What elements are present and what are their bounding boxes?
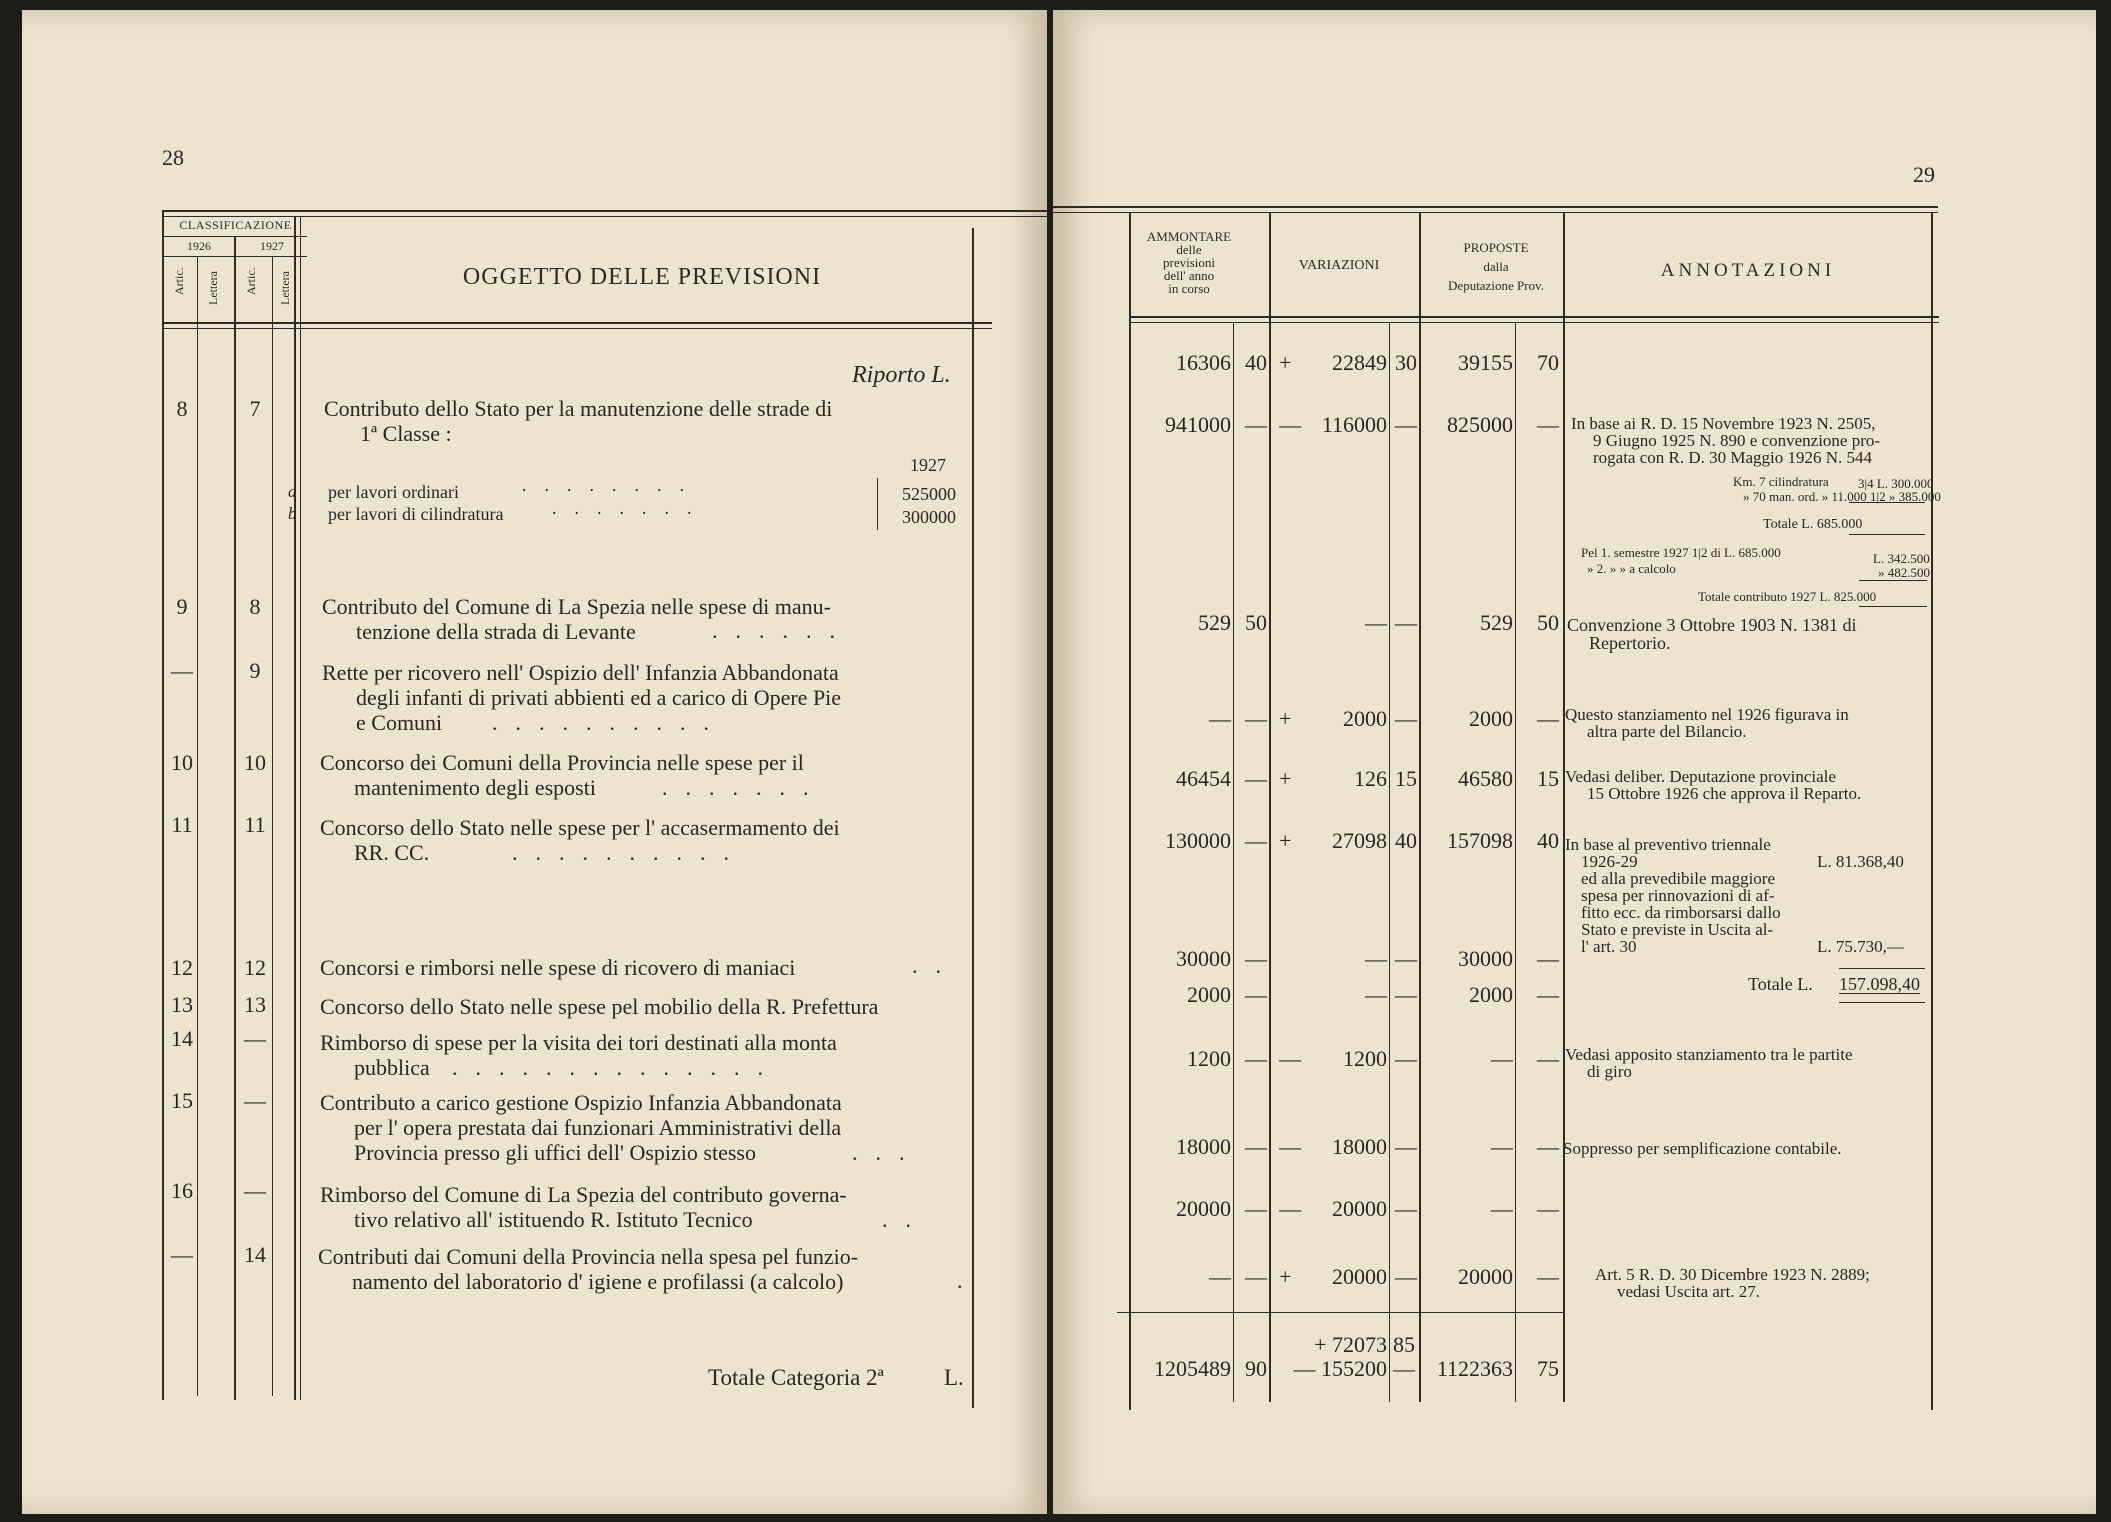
note-convenzione — [1567, 616, 1929, 652]
note-line: l' art. 30 — [1581, 937, 1637, 956]
note-line: Questo stanziamento nel 1926 figurava in — [1565, 705, 1849, 724]
amount-prop-c: 40 — [1537, 828, 1559, 853]
row-line: mantenimento degli esposti — [354, 775, 596, 800]
row-1927: 13 — [244, 992, 266, 1017]
amount-prop: 157098 — [1447, 828, 1513, 853]
totale-contributo: Totale contributo 1927 L. 825.000 — [1698, 589, 1877, 604]
amount-sign: + — [1279, 828, 1292, 853]
note-questo — [1565, 706, 1931, 740]
header-bottom-rule-2 — [1129, 322, 1939, 323]
amount-var: 18000 — [1332, 1134, 1387, 1159]
amount-prop: 2000 — [1469, 982, 1513, 1007]
amount-var: 27098 — [1332, 828, 1387, 853]
amount-var-c: — — [1395, 1264, 1417, 1289]
sub-label-a: per lavori ordinari — [328, 482, 459, 502]
note-line: altra parte del Bilancio. — [1587, 722, 1747, 741]
header-top-rule — [1053, 206, 1938, 208]
row-line: Concorso dello Stato nelle spese per l' accasermamento dei — [320, 815, 840, 840]
amount-var-c: 40 — [1395, 828, 1417, 853]
note-line: In base al preventivo triennale — [1565, 835, 1771, 854]
amount-prop: 825000 — [1447, 412, 1513, 437]
sub-value-a: 525000 — [902, 484, 956, 504]
amount-amm: 2000 — [1187, 982, 1231, 1007]
sub-rule — [877, 478, 878, 530]
amount-var-c: — — [1395, 982, 1417, 1007]
header-top-rule-2 — [1053, 212, 1938, 213]
note-line: rogata con R. D. 30 Maggio 1926 N. 544 — [1593, 448, 1873, 467]
note-apposito — [1565, 1046, 1931, 1080]
row-1927: — — [244, 1178, 266, 1203]
amount-var: 22849 — [1332, 350, 1387, 375]
amount-amm: 529 — [1198, 610, 1231, 635]
amount-amm: — — [1209, 706, 1231, 731]
col-rule — [1931, 212, 1933, 1410]
row-1926: — — [171, 658, 193, 683]
total-prop-c: 75 — [1537, 1356, 1559, 1381]
km-line-1-value: 3|4 L. 300.000 — [1858, 476, 1934, 491]
amount-prop: — — [1491, 1046, 1513, 1071]
note-line: Repertorio. — [1589, 633, 1671, 653]
amount-sign: — — [1279, 1196, 1301, 1221]
amount-prop: 20000 — [1458, 1264, 1513, 1289]
amount-amm-c: — — [1245, 412, 1267, 437]
note-line: di giro — [1587, 1062, 1632, 1081]
dots: . — [957, 1268, 981, 1293]
amount-var: 20000 — [1332, 1264, 1387, 1289]
totale-l-label: L. — [944, 1365, 964, 1390]
note-line: fitto ecc. da rimborsarsi dallo — [1581, 903, 1781, 922]
amount-prop-c: — — [1537, 1196, 1559, 1221]
row-1926: 8 — [176, 396, 188, 421]
amount-sign: — — [1279, 1046, 1301, 1071]
row-line: RR. CC. — [354, 840, 430, 865]
amount-prop-c: — — [1537, 982, 1559, 1007]
note-vedasi-deliber — [1565, 768, 1931, 802]
note-line: 15 Ottobre 1926 che approva il Reparto. — [1587, 784, 1862, 803]
row-line: tenzione della strada di Levante — [356, 619, 636, 644]
amount-var-c: 30 — [1395, 350, 1417, 375]
row-1926: 15 — [171, 1088, 193, 1113]
row-1927: — — [244, 1026, 266, 1051]
row-1926: 16 — [171, 1178, 193, 1203]
col-rule — [1419, 212, 1421, 1402]
amount-prop-c: — — [1537, 1046, 1559, 1071]
amount-prop-c: 15 — [1537, 766, 1559, 791]
row-line: 1ª Classe : — [360, 421, 452, 446]
triennale-total-label: Totale L. — [1748, 974, 1813, 994]
amount-var: 126 — [1354, 766, 1387, 791]
row-line: Concorsi e rimborsi nelle spese di ricovero di maniaci — [320, 955, 796, 980]
total-var-plus: + 72073 — [1314, 1332, 1387, 1357]
annotazioni-header: ANNOTAZIONI — [1660, 260, 1836, 281]
note-line: 1926-29 — [1581, 852, 1638, 871]
row-1926: 9 — [176, 594, 188, 619]
header-line: dalla — [1483, 259, 1509, 274]
row-1927: 14 — [244, 1242, 266, 1267]
totale-685: Totale L. 685.000 — [1763, 517, 1863, 532]
dots: .............. — [452, 1055, 781, 1080]
row-line: Concorso dello Stato nelle spese pel mobilio della R. Prefettura — [320, 994, 879, 1019]
amount-sign: + — [1279, 766, 1292, 791]
row-line: Rette per ricovero nell' Ospizio dell' Infanzia Abbandonata — [322, 660, 839, 685]
amount-prop-c: — — [1537, 1264, 1559, 1289]
amount-amm-c: 50 — [1245, 610, 1267, 635]
amount-amm-c: — — [1245, 1196, 1267, 1221]
artic-1927: Artic. — [244, 267, 258, 295]
row-1927: — — [244, 1088, 266, 1113]
note-line: Stato e previste in Uscita al- — [1581, 920, 1774, 939]
dots: .......... — [492, 710, 727, 735]
proposte-header — [1421, 238, 1571, 295]
row-1926: 14 — [171, 1026, 193, 1051]
row-line: namento del laboratorio d' igiene e profilassi (a calcolo) — [352, 1269, 844, 1294]
row-text-5 — [320, 955, 970, 980]
amount-var: — — [1365, 610, 1387, 635]
note-triennale — [1565, 836, 1931, 955]
header-line: PROPOSTE — [1463, 240, 1529, 255]
amount-var-c: — — [1395, 1134, 1417, 1159]
note-line: Convenzione 3 Ottobre 1903 N. 1381 di — [1567, 615, 1857, 635]
page-number-right: 29 — [1913, 162, 1935, 187]
row-line: degli infanti di privati abbienti ed a carico di Opere Pie — [356, 685, 842, 710]
totale-contributo-rule — [1859, 606, 1927, 607]
amount-amm-c: — — [1245, 1134, 1267, 1159]
amount-amm-c: — — [1245, 766, 1267, 791]
amount-prop: 2000 — [1469, 706, 1513, 731]
amount-prop: — — [1491, 1196, 1513, 1221]
amount-prop-c: 50 — [1537, 610, 1559, 635]
row-line: per l' opera prestata dai funzionari Amministrativi della — [354, 1115, 842, 1140]
row-1926: 12 — [171, 955, 193, 980]
header-line: Deputazione Prov. — [1448, 278, 1544, 293]
header-line: previsioni — [1163, 255, 1215, 270]
amount-sign: — — [1279, 1134, 1301, 1159]
dots: .......... — [512, 840, 747, 865]
row-1926: 11 — [171, 812, 193, 837]
header-top-rule — [162, 210, 1047, 212]
amount-sign: + — [1279, 1264, 1292, 1289]
col-rule-3 — [234, 236, 236, 1400]
dots: ...... — [712, 618, 853, 643]
row-1927: 9 — [249, 658, 261, 683]
amount-amm-c: 40 — [1245, 350, 1267, 375]
header-bottom-rule-2 — [162, 328, 992, 329]
dots: ... — [852, 1140, 923, 1165]
riporto-label: Riporto L. — [852, 362, 951, 388]
row-text-0 — [324, 396, 964, 446]
note-line: Vedasi apposito stanziamento tra le partite — [1565, 1045, 1853, 1064]
amount-prop: 46580 — [1458, 766, 1513, 791]
note-value: L. 81.368,40 — [1817, 852, 1904, 871]
amount-amm-c: — — [1245, 946, 1267, 971]
lettera-1927: Lettera — [278, 271, 292, 305]
km-rule — [1849, 502, 1925, 503]
total-var-plus-c: 85 — [1393, 1332, 1415, 1357]
note-941000 — [1571, 415, 1931, 466]
amount-var: 20000 — [1332, 1196, 1387, 1221]
amount-var-c: — — [1395, 1046, 1417, 1071]
pel-rule — [1859, 580, 1927, 581]
amount-amm: 941000 — [1165, 412, 1231, 437]
col-rule-4 — [272, 256, 273, 1396]
row-text-1 — [322, 594, 972, 644]
total-var-minus: — 155200 — [1293, 1356, 1387, 1381]
note-soppresso: Soppresso per semplificazione contabile. — [1563, 1139, 1842, 1158]
col-rule — [1515, 322, 1516, 1402]
row-text-9 — [320, 1182, 970, 1232]
row-1927: 8 — [249, 594, 261, 619]
row-1927: 12 — [244, 955, 266, 980]
pel-line-2: » 2. » » a calcolo — [1587, 561, 1676, 576]
row-line: Contributo dello Stato per la manutenzione delle strade di — [324, 396, 833, 421]
amount-amm: 18000 — [1176, 1134, 1231, 1159]
row-1927: 10 — [244, 750, 266, 775]
note-line: spesa per rinnovazioni di af- — [1581, 886, 1775, 905]
page-number-left: 28 — [162, 145, 184, 170]
col-rule — [1563, 212, 1565, 1402]
pel-line-2-value: » 482.500 — [1878, 565, 1930, 580]
amount-amm: 16306 — [1176, 350, 1231, 375]
row-text-6 — [320, 994, 980, 1019]
col-rule — [1233, 322, 1234, 1402]
amount-prop-c: — — [1537, 706, 1559, 731]
row-line: Rimborso di spese per la visita dei tori destinati alla monta — [320, 1030, 837, 1055]
sub-dots-b: ....... — [552, 498, 710, 518]
note-line: 9 Giugno 1925 N. 890 e convenzione pro- — [1593, 431, 1881, 450]
total-amm-c: 90 — [1245, 1356, 1267, 1381]
amount-var-c: — — [1395, 946, 1417, 971]
row-line: tivo relativo all' istituendo R. Istituto Tecnico — [354, 1207, 753, 1232]
amount-prop: 30000 — [1458, 946, 1513, 971]
row-text-3 — [320, 750, 970, 800]
note-line: Vedasi deliber. Deputazione provinciale — [1565, 767, 1836, 786]
amount-var: 116000 — [1321, 412, 1387, 437]
right-page — [1053, 10, 2096, 1514]
row-line: Contributo a carico gestione Ospizio Infanzia Abbandonata — [320, 1090, 842, 1115]
totale-685-rule — [1849, 534, 1925, 535]
total-amm: 1205489 — [1154, 1356, 1231, 1381]
amount-amm-c: — — [1245, 706, 1267, 731]
row-line: Rimborso del Comune di La Spezia del contributo governa- — [320, 1182, 847, 1207]
row-line: Provincia presso gli uffici dell' Ospizio stesso — [354, 1140, 756, 1165]
amount-prop-c: — — [1537, 1134, 1559, 1159]
row-text-10 — [318, 1244, 978, 1294]
note-line: Art. 5 R. D. 30 Dicembre 1923 N. 2889; — [1595, 1265, 1870, 1284]
amount-var-c: — — [1395, 412, 1417, 437]
note-line: In base ai R. D. 15 Novembre 1923 N. 2505, — [1571, 414, 1876, 433]
amount-amm-c: — — [1245, 1046, 1267, 1071]
col-rule — [1389, 322, 1390, 1402]
amount-var-c: 15 — [1395, 766, 1417, 791]
amount-sign: + — [1279, 706, 1292, 731]
amount-amm-c: — — [1245, 982, 1267, 1007]
row-1926: — — [171, 1242, 193, 1267]
total-prop: 1122363 — [1436, 1356, 1513, 1381]
amount-var-c: — — [1395, 610, 1417, 635]
note-line: ed alla prevedibile maggiore — [1581, 869, 1775, 888]
amount-sign: + — [1279, 350, 1292, 375]
row-line: Contributi dai Comuni della Provincia nella spesa pel funzio- — [318, 1244, 859, 1269]
amount-amm: — — [1209, 1264, 1231, 1289]
col-rule-right — [972, 228, 974, 1408]
pel-line-1-value: L. 342.500 — [1873, 551, 1930, 566]
variazioni-header: VARIAZIONI — [1298, 258, 1380, 273]
amount-amm: 20000 — [1176, 1196, 1231, 1221]
col-rule — [1269, 212, 1271, 1402]
amount-prop-c: — — [1537, 412, 1559, 437]
row-line: Contributo del Comune di La Spezia nelle spese di manu- — [322, 594, 831, 619]
totals-rule — [1117, 1312, 1563, 1313]
amount-var-c: — — [1395, 706, 1417, 731]
amount-prop: — — [1491, 1134, 1513, 1159]
row-line: e Comuni — [356, 710, 443, 735]
artic-1926: Artic. — [172, 267, 186, 295]
amount-amm: 46454 — [1176, 766, 1231, 791]
sub-letter-b: b — [288, 504, 297, 523]
totale-categoria-label: Totale Categoria 2ª — [708, 1365, 884, 1390]
sub-label-b: per lavori di cilindratura — [328, 504, 504, 524]
triennale-total-value: 157.098,40 — [1839, 974, 1920, 994]
col-rule-5 — [294, 216, 296, 1400]
amount-amm: 30000 — [1176, 946, 1231, 971]
left-page — [22, 10, 1047, 1514]
col-rule-6 — [300, 216, 301, 1400]
amount-var-c: — — [1395, 1196, 1417, 1221]
amount-amm: 1200 — [1187, 1046, 1231, 1071]
km-line-2: » 70 man. ord. » 11.000 1|2 » 385.000 — [1743, 489, 1941, 504]
header-bottom-rule — [162, 322, 992, 324]
header-bottom-rule — [1129, 316, 1939, 318]
total-var-minus-c: — — [1393, 1356, 1415, 1381]
row-line: pubblica — [354, 1055, 430, 1080]
lettera-1926: Lettera — [206, 271, 220, 305]
header-line: AMMONTARE — [1146, 229, 1232, 244]
amount-var: 1200 — [1343, 1046, 1387, 1071]
header-line: delle — [1176, 242, 1202, 257]
note-art5 — [1595, 1266, 1931, 1300]
pel-line-1: Pel 1. semestre 1927 1|2 di L. 685.000 — [1581, 545, 1781, 560]
row-1927: 11 — [244, 812, 266, 837]
km-line-1: Km. 7 cilindratura — [1733, 474, 1829, 489]
amount-sign: — — [1279, 412, 1301, 437]
amount-amm-c: — — [1245, 828, 1267, 853]
amount-var: — — [1365, 946, 1387, 971]
amount-amm-c: — — [1245, 1264, 1267, 1289]
header-line: in corso — [1168, 281, 1210, 296]
header-line: dell' anno — [1163, 268, 1215, 283]
row-line: Concorso dei Comuni della Provincia nelle spese per il — [320, 750, 804, 775]
note-value: L. 75.730,— — [1817, 937, 1904, 956]
col-rule — [1129, 212, 1131, 1410]
sub-value-b: 300000 — [902, 507, 956, 527]
dots: .. — [912, 953, 959, 978]
row-1926: 10 — [171, 750, 193, 775]
amount-prop-c: 70 — [1537, 350, 1559, 375]
oggetto-header: OGGETTO DELLE PREVISIONI — [462, 264, 822, 290]
year-1926: 1926 — [187, 239, 211, 253]
row-1926: 13 — [171, 992, 193, 1017]
amount-prop: 39155 — [1458, 350, 1513, 375]
amount-prop-c: — — [1537, 946, 1559, 971]
amount-amm: 130000 — [1165, 828, 1231, 853]
note-line: vedasi Uscita art. 27. — [1617, 1282, 1761, 1301]
triennale-rule-2 — [1839, 1002, 1925, 1003]
ammontare-header — [1129, 230, 1249, 295]
classificazione-label: CLASSIFICAZIONE — [179, 218, 292, 232]
col-rule-2 — [197, 256, 198, 1396]
row-1927: 7 — [249, 396, 261, 421]
amount-var: 2000 — [1343, 706, 1387, 731]
triennale-rule — [1839, 968, 1925, 969]
amount-var: — — [1365, 982, 1387, 1007]
dots: .. — [882, 1207, 929, 1232]
dots: ....... — [662, 775, 827, 800]
col-rule-1 — [162, 210, 164, 1400]
amount-prop: 529 — [1480, 610, 1513, 635]
sub-year: 1927 — [910, 455, 946, 475]
sub-dots-a: ........ — [522, 475, 702, 495]
sub-letter-a: a — [288, 482, 297, 501]
year-1927: 1927 — [260, 239, 284, 253]
